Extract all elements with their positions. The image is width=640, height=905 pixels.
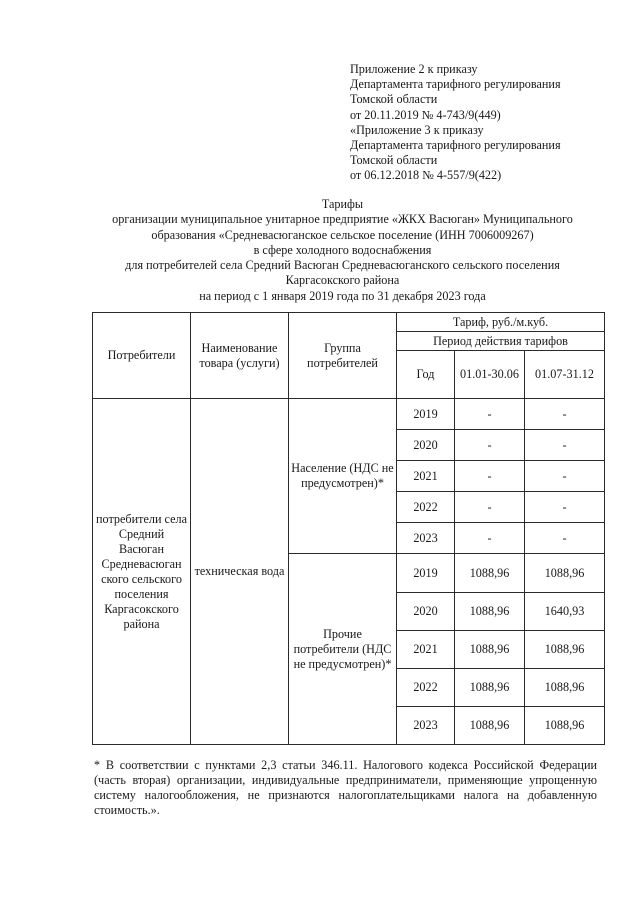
heading-line: для потребителей села Средний Васюган Средневасюганского сельского поселения (125, 258, 560, 273)
header-period: Период действия тарифов (397, 332, 605, 351)
year-cell: 2023 (397, 707, 455, 745)
tariff-value: 1088,96 (525, 669, 605, 707)
document-heading (40, 197, 640, 304)
footnote: * В соответствии с пунктами 2,3 статьи 346.11. Налогового кодекса Российской Федерации (часть вторая) организации, индивидуальные предприниматели, применяющие упрощенную систему налогообложения, не признаются налогоплательщиками налога на добавленную стоимость.». (94, 758, 597, 817)
tariff-value: 1088,96 (525, 631, 605, 669)
group-cell-other: Прочие потребители (НДС не предусмотрен)* (289, 554, 397, 745)
heading-line: на период с 1 января 2019 года по 31 декабря 2023 года (199, 288, 486, 303)
year-cell: 2019 (397, 554, 455, 593)
tariff-value: 1088,96 (525, 707, 605, 745)
annex-line: от 20.11.2019 № 4-743/9(449) (350, 107, 501, 122)
group-cell-population: Население (НДС не предусмотрен)* (289, 399, 397, 554)
header-tariff: Тариф, руб./м.куб. (397, 313, 605, 332)
header-group: Группа потребителей (289, 313, 397, 399)
tariff-value: - (525, 461, 605, 492)
tariff-value: 1088,96 (525, 554, 605, 593)
tariff-value: 1088,96 (455, 631, 525, 669)
tariff-value: - (525, 523, 605, 554)
year-cell: 2022 (397, 492, 455, 523)
annex-reference (350, 62, 620, 184)
tariff-value: 1088,96 (455, 669, 525, 707)
tariff-value: - (525, 399, 605, 430)
year-cell: 2021 (397, 631, 455, 669)
annex-line: «Приложение 3 к приказу (350, 122, 484, 137)
header-period-2: 01.07-31.12 (525, 351, 605, 399)
heading-line: организации муниципальное унитарное предприятие «ЖКХ Васюган» Муниципального (112, 212, 573, 227)
year-cell: 2019 (397, 399, 455, 430)
header-product: Наименование товара (услуги) (191, 313, 289, 399)
tariff-value: - (525, 492, 605, 523)
year-cell: 2020 (397, 593, 455, 631)
annex-line: Департамента тарифного регулирования (350, 77, 561, 92)
heading-line: Каргасокского района (285, 273, 400, 288)
annex-line: Томской области (350, 153, 438, 168)
header-period-1: 01.01-30.06 (455, 351, 525, 399)
year-cell: 2020 (397, 430, 455, 461)
tariff-value: - (455, 523, 525, 554)
heading-line: образования «Средневасюганское сельское поселение (ИНН 7006009267) (151, 227, 534, 242)
annex-line: Томской области (350, 92, 438, 107)
tariff-value: - (525, 430, 605, 461)
tariff-value: 1088,96 (455, 554, 525, 593)
header-consumers: Потребители (93, 313, 191, 399)
heading-line: в сфере холодного водоснабжения (253, 242, 432, 257)
header-year: Год (397, 351, 455, 399)
document-title: Тарифы (321, 197, 364, 211)
consumer-cell: потребители села Средний Васюган Средневасюган ского сельского поселения Каргасокского района (93, 399, 191, 745)
product-cell: техническая вода (191, 399, 289, 745)
annex-line: от 06.12.2018 № 4-557/9(422) (350, 168, 502, 183)
year-cell: 2023 (397, 523, 455, 554)
tariff-table (92, 312, 605, 745)
year-cell: 2022 (397, 669, 455, 707)
tariff-value: 1640,93 (525, 593, 605, 631)
tariff-value: - (455, 492, 525, 523)
tariff-value: - (455, 430, 525, 461)
tariff-value: - (455, 399, 525, 430)
annex-line: Департамента тарифного регулирования (350, 138, 561, 153)
year-cell: 2021 (397, 461, 455, 492)
tariff-value: 1088,96 (455, 707, 525, 745)
tariff-value: 1088,96 (455, 593, 525, 631)
annex-line: Приложение 2 к приказу (350, 62, 478, 76)
tariff-value: - (455, 461, 525, 492)
